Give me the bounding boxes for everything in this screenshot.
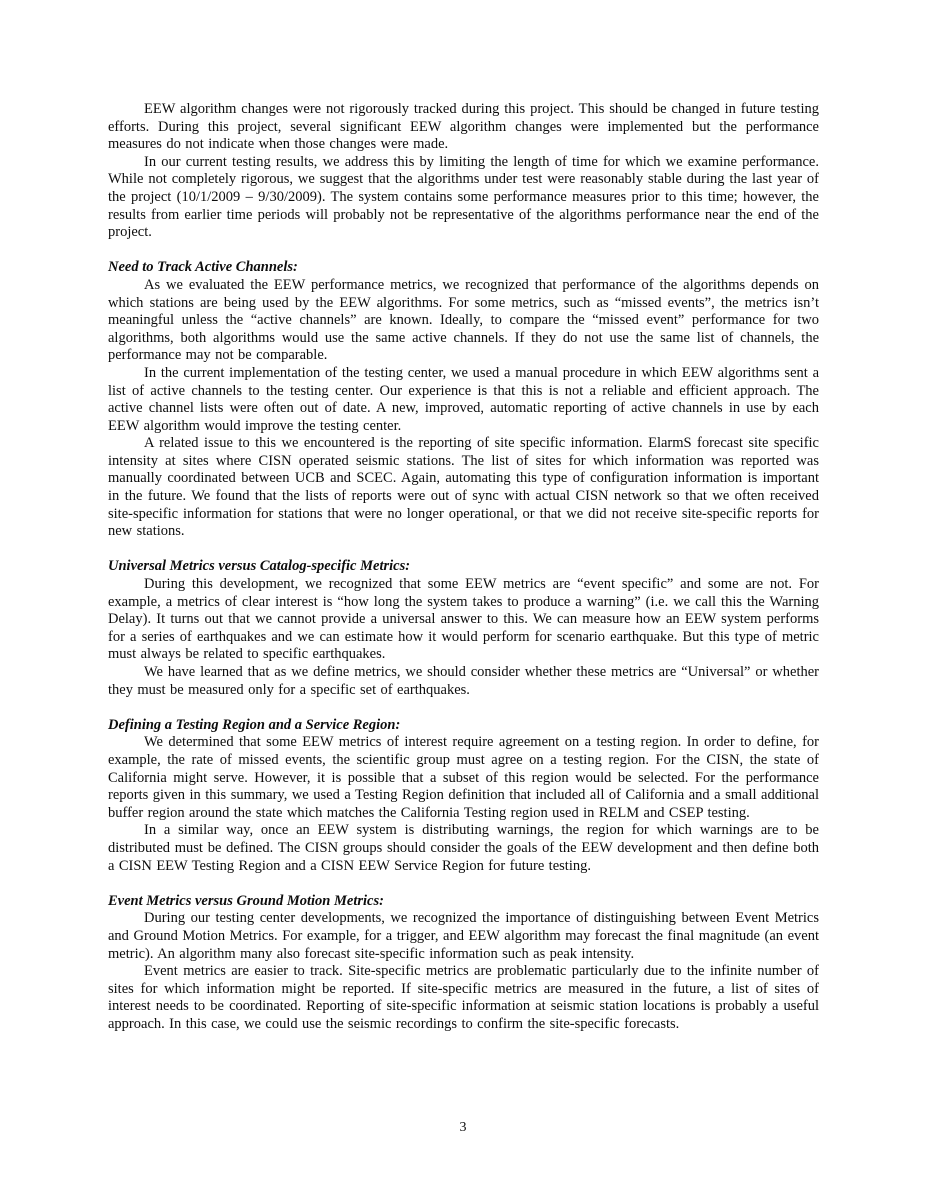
section-event-vs-ground-motion-metrics (108, 893, 819, 1034)
paragraph: We have learned that as we define metrics, we should consider whether these metrics are “Universal” or whether they must be measured only for a specific set of earthquakes. (108, 664, 819, 698)
paragraph: In the current implementation of the testing center, we used a manual procedure in which EEW algorithms sent a list of active channels to the testing center. Our experience is that this is not a reliable and efficient approach. The active channel lists were often out of date. A new, improved, automatic reporting of active channels in use by each EEW algorithm would improve the testing center. (108, 364, 819, 434)
section-heading: Universal Metrics versus Catalog-specific Metrics: (108, 558, 411, 575)
paragraph: In a similar way, once an EEW system is distributing warnings, the region for which warnings are to be distributed must be defined. The CISN groups should consider the goals of the EEW development and then define both a CISN EEW Testing Region and a CISN EEW Service Region for future testing. (108, 822, 819, 874)
paragraph: We determined that some EEW metrics of interest require agreement on a testing region. In order to define, for example, the rate of missed events, the scientific group must agree on a testing region. For the CISN, the state of California might serve. However, it is possible that a subset of this region would be selected. For the performance reports given in this summary, we used a Testing Region definition that included all of California and a small additional buffer region around the state which matches the California Testing region used in RELM and CSEP testing. (108, 734, 819, 821)
paragraph: During this development, we recognized that some EEW metrics are “event specific” and some are not. For example, a metrics of clear interest is “how long the system takes to produce a warning” (i.e. we call this the Warning Delay). It turns out that we cannot provide a universal answer to this. We can measure how an EEW system performs for a series of earthquakes and we can estimate how it would perform for scenario earthquake. But this type of metric must always be related to specific earthquakes. (108, 576, 819, 663)
page-number: 3 (459, 1120, 467, 1135)
section-intro (108, 101, 819, 242)
paragraph: A related issue to this we encountered is the reporting of site specific information. ElarmS forecast site specific intensity at sites where CISN operated seismic stations. The list of sites for which information was reported was manually coordinated between UCB and SCEC. Again, automating this type of configuration information is important in the future. We found that the lists of reports were out of sync with actual CISN network so that we often received site-specific information for stations that were no longer operational, or that we did not receive site-specific reports for new stations. (108, 435, 819, 540)
section-heading: Need to Track Active Channels: (108, 259, 298, 276)
paragraph: As we evaluated the EEW performance metrics, we recognized that performance of the algorithms depends on which stations are being used by the EEW algorithms. For some metrics, such as “missed events”, the metrics isn’t meaningful unless the “active channels” are known. Ideally, to compare the “missed event” performance for two algorithms, both algorithms would use the same active channels. If they do not use the same list of channels, the performance may not be comparable. (108, 276, 819, 364)
paragraph: In our current testing results, we address this by limiting the length of time for which we examine performance. While not completely rigorous, we suggest that the algorithms under test were reasonably stable during the last year of the project (10/1/2009 – 9/30/2009). The system contains some performance measures prior to this time; however, the results from earlier time periods will probably not be representative of the algorithms performance near the end of the project. (108, 153, 819, 241)
section-universal-vs-catalog-metrics (108, 558, 819, 699)
document-content (108, 101, 819, 1033)
section-need-to-track-active-channels (108, 259, 819, 541)
section-heading: Defining a Testing Region and a Service Region: (108, 716, 401, 733)
paragraph: During our testing center developments, we recognized the importance of distinguishing between Event Metrics and Ground Motion Metrics. For example, for a trigger, and EEW algorithm may forecast the final magnitude (an event metric). An algorithm many also forecast site-specific information such as peak intensity. (108, 910, 819, 962)
paragraph: Event metrics are easier to track. Site-specific metrics are problematic particularly due to the infinite number of sites for which information might be reported. If site-specific metrics are measured in the future, a list of sites of interest needs to be coordinated. Reporting of site-specific information at seismic station locations is probably a useful approach. In this case, we could use the seismic recordings to confirm the site-specific forecasts. (108, 963, 819, 1032)
section-heading: Event Metrics versus Ground Motion Metrics: (108, 892, 384, 909)
section-testing-region-service-region (108, 717, 819, 875)
paragraph: EEW algorithm changes were not rigorously tracked during this project. This should be changed in future testing efforts. During this project, several significant EEW algorithm changes were implemented but the performance measures do not indicate when those changes were made. (108, 101, 819, 153)
